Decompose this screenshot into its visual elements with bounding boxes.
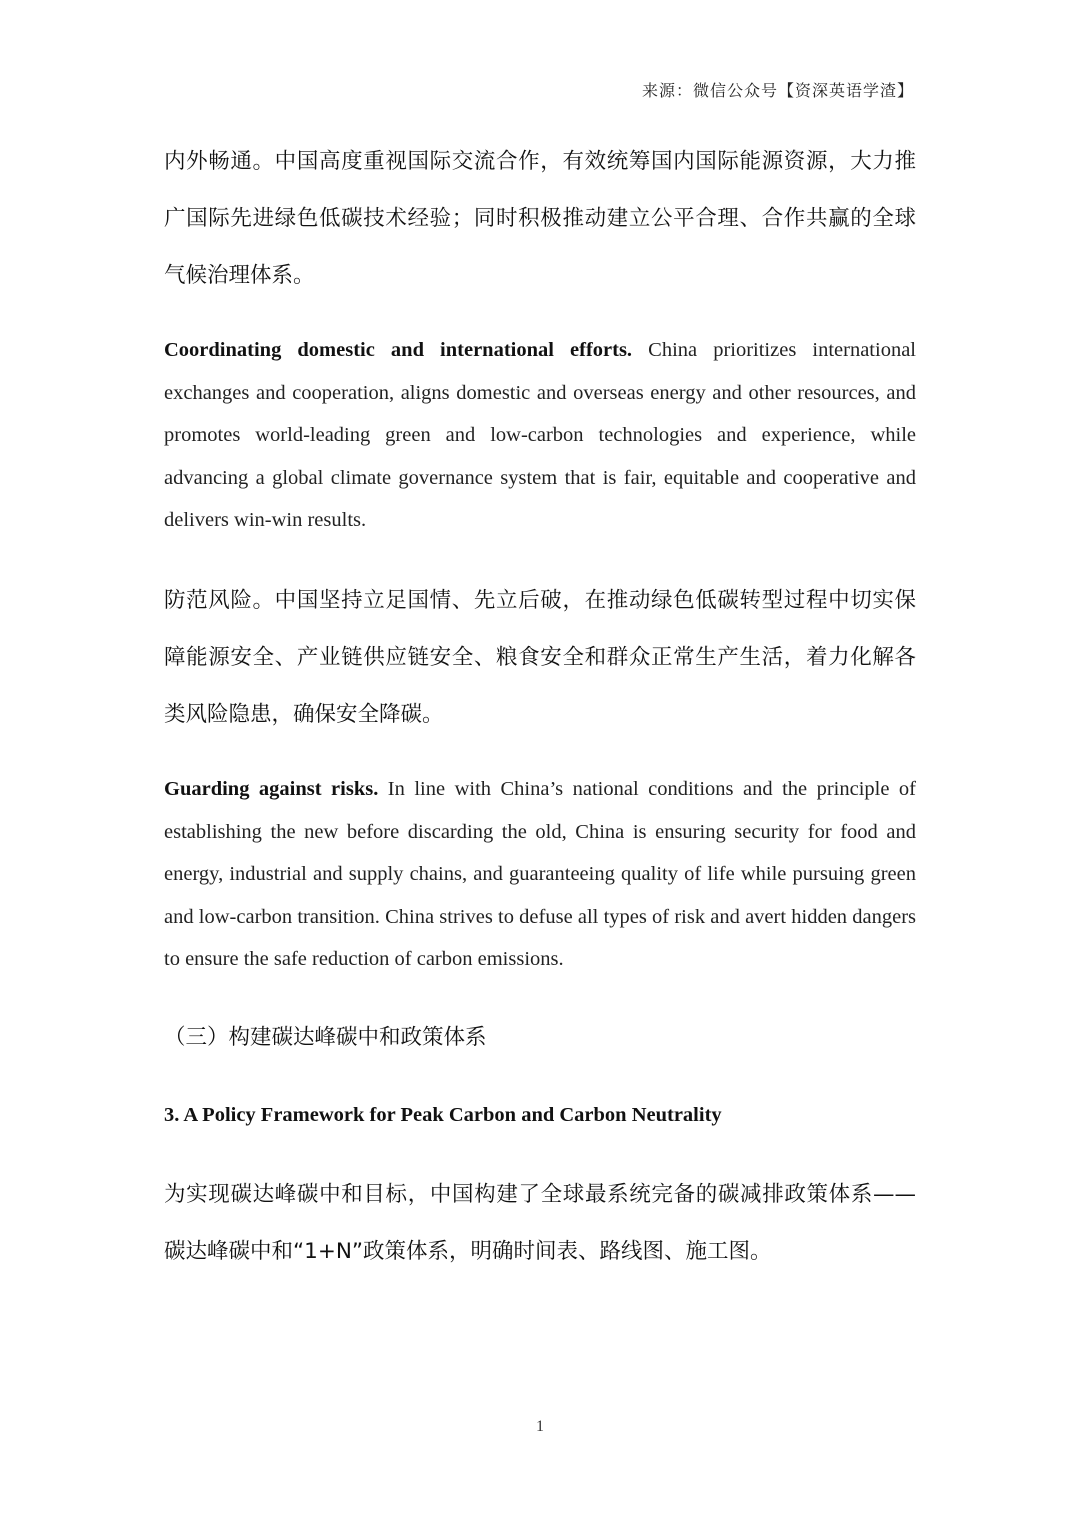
zh-paragraph-text: 为实现碳达峰碳中和目标，中国构建了全球最系统完备的碳减排政策体系——碳达峰碳中和“1+N”政策体系，明确时间表、路线图、施工图。 bbox=[164, 1182, 916, 1264]
en-paragraph-body: China prioritizes international exchanges and cooperation, aligns domestic and overseas energy and other resources, and promotes world-leading green and low-carbon technologies and experience, while advancing a global climate governance system that is fair, equitable and cooperative and delivers win-win results. bbox=[164, 339, 916, 532]
zh-paragraph-policy bbox=[164, 1166, 916, 1280]
en-section-heading bbox=[164, 1095, 916, 1135]
zh-section-heading bbox=[164, 1018, 916, 1058]
header-source-text: 来源：微信公众号【资深英语学渣】 bbox=[641, 81, 914, 100]
zh-paragraph-risks bbox=[164, 572, 916, 743]
en-paragraph-risks bbox=[164, 768, 916, 981]
zh-paragraph-coordinating bbox=[164, 133, 916, 304]
en-paragraph-text bbox=[164, 329, 916, 542]
zh-paragraph-text: 防范风险。中国坚持立足国情、先立后破，在推动绿色低碳转型过程中切实保障能源安全、产业链供应链安全、粮食安全和群众正常生产生活，着力化解各类风险隐患，确保安全降碳。 bbox=[164, 588, 916, 727]
en-paragraph-lead: Guarding against risks. bbox=[164, 778, 379, 800]
zh-paragraph-text: 内外畅通。中国高度重视国际交流合作，有效统筹国内国际能源资源，大力推广国际先进绿色低碳技术经验；同时积极推动建立公平合理、合作共赢的全球气候治理体系。 bbox=[164, 149, 916, 288]
en-heading-text: 3. A Policy Framework for Peak Carbon and Carbon Neutrality bbox=[164, 1104, 722, 1126]
en-paragraph-lead: Coordinating domestic and international efforts. bbox=[164, 339, 633, 361]
en-paragraph-text bbox=[164, 768, 916, 981]
en-paragraph-coordinating bbox=[164, 329, 916, 542]
en-paragraph-body: In line with China’s national conditions and the principle of establishing the new before discarding the old, China is ensuring security for food and energy, industrial and supply chains, and guaranteeing quality of life while pursuing green and low-carbon transition. China strives to defuse all types of risk and avert hidden dangers to ensure the safe reduction of carbon emissions. bbox=[164, 778, 916, 971]
zh-heading-text: （三）构建碳达峰碳中和政策体系 bbox=[164, 1025, 487, 1050]
page-number: 1 bbox=[536, 1418, 544, 1435]
